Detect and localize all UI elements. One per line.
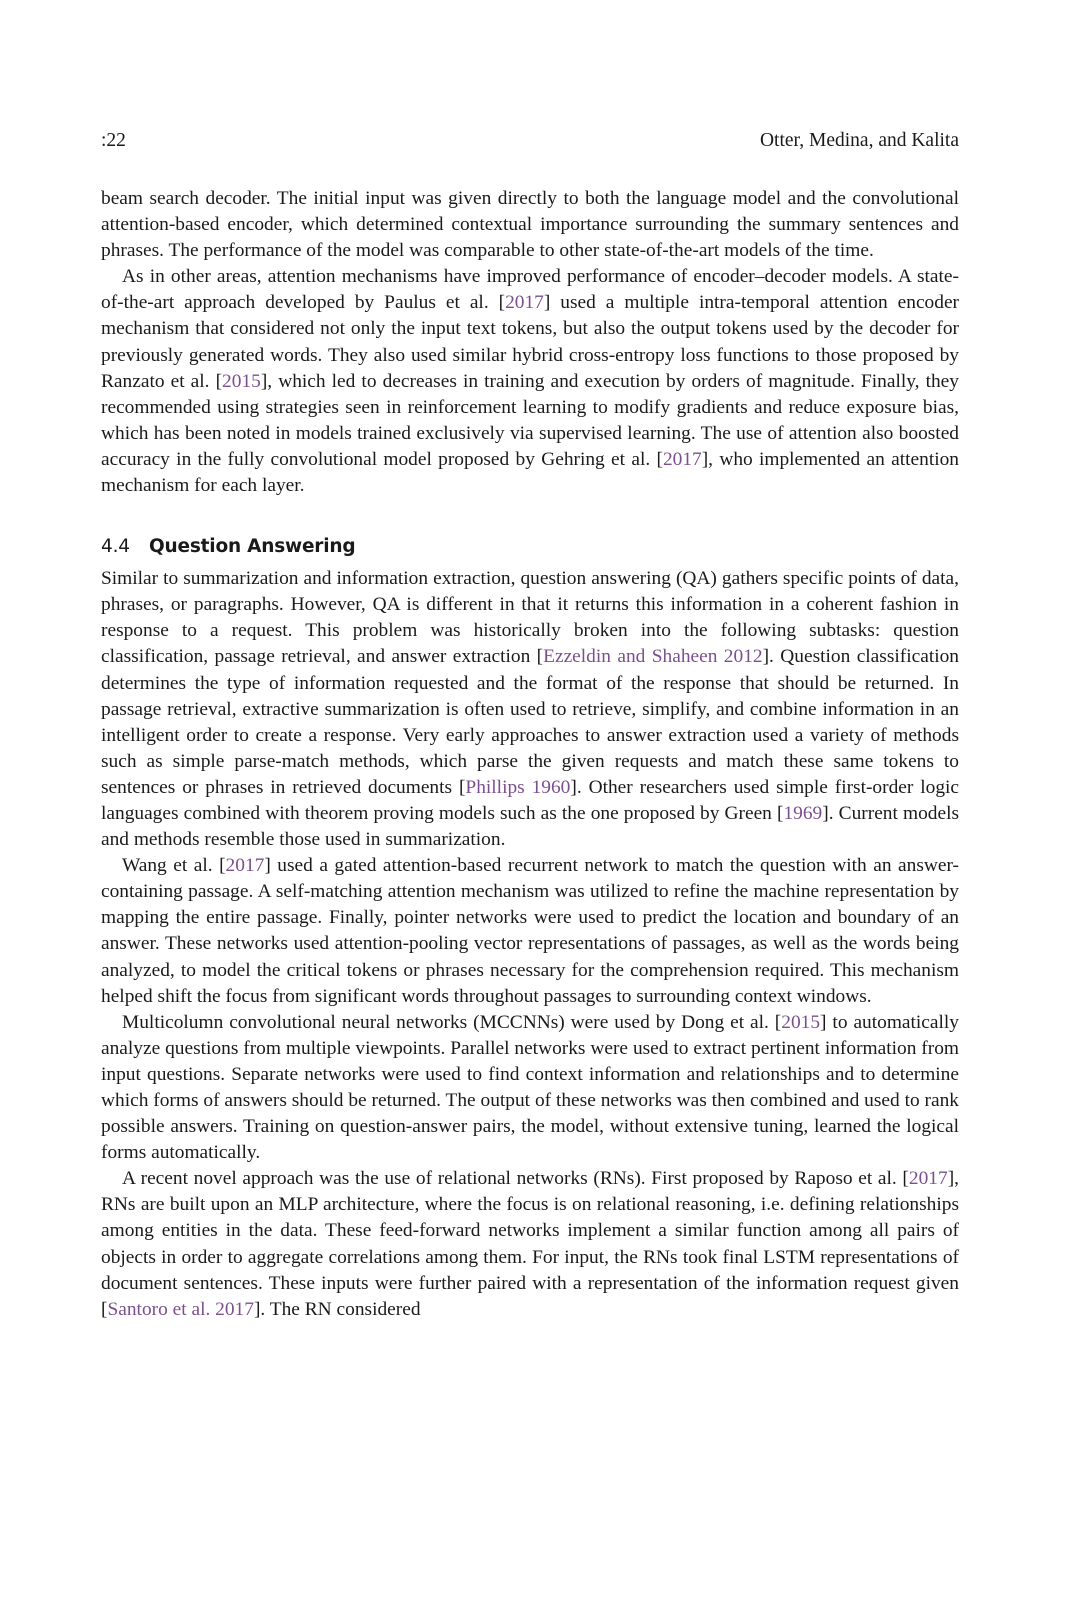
paragraph-text: beam search decoder. The initial input was given directly to both the language model and the convolutional attention-based encoder, which determined contextual importance surrounding the summary sentences and phrases. The performance of the model was comparable to other state-of-the-art models of the time. [101,188,959,262]
citation-link[interactable]: 1969 [783,802,823,824]
citation-link[interactable]: 2015 [781,1011,821,1033]
citation-link[interactable]: 2017 [908,1168,948,1190]
citation-link[interactable]: 2015 [222,370,261,392]
paragraph [101,853,959,1010]
section-title: Question Answering [149,536,356,558]
running-head-authors: Otter, Medina, and Kalita [759,130,959,151]
paragraph-text: Similar to summarization and information extraction, question answering (QA) gathers specific points of data, phrases, or paragraphs. However, QA is different in that it returns this information in a coherent fashion in response to a request. This problem was historically broken into the following subtasks: question classification, passage retrieval, and answer extraction [ [101,568,959,668]
citation-link[interactable]: 2017 [225,855,265,877]
section-heading [101,534,959,560]
citation-link[interactable]: 2017 [505,292,544,314]
paragraph-text: ], which led to decreases in training and execution by orders of magnitude. Finally, they recommended using strategies seen in reinforcement learning to modify gradients and reduce exposure bias, which has been noted in models trained exclusively via supervised learning. The use of attention also boosted accuracy in the fully convolutional model proposed by Gehring et al. [ [101,370,959,470]
paragraph-text: ]. Other researchers used simple first-order logic languages combined with theorem proving models such as the one proposed by Green [ [101,776,960,824]
paragraphs-after-section [101,566,959,1323]
paragraph [101,186,959,264]
paragraph [101,1010,959,1167]
citation-link[interactable]: 2017 [662,448,702,470]
citation-link[interactable]: Ezzeldin and Shaheen 2012 [543,646,763,668]
paragraph-text: ]. Question classification determines the type of information requested and the format of the response that should be returned. In passage retrieval, extractive summarization is often used to retrieve, simplify, and combine information in an intelligent order to create a response. Very early approaches to answer extraction used a variety of methods such as simple parse-match methods, which parse the given requests and match these same tokens to sentences or phrases in retrieved documents [ [101,646,959,798]
paragraph [101,1166,959,1323]
paragraph-text: A recent novel approach was the use of relational networks (RNs). First proposed by Raposo et al. [ [122,1168,909,1190]
paragraph-text: ] used a multiple intra-temporal attention encoder mechanism that considered not only the input text tokens, but also the output tokens used by the decoder for previously generated words. They also used similar hybrid cross-entropy loss functions to those proposed by Ranzato et al. [ [101,292,960,392]
paragraph-text: ], RNs are built upon an MLP architecture, where the focus is on relational reasoning, i.e. defining relationships among entities in the data. These feed-forward networks implement a similar function among all pairs of objects in order to aggregate correlations among them. For input, the RNs took final LSTM representations of document sentences. These inputs were further paired with a representation of the information request given [ [101,1168,959,1320]
body-text [101,186,959,1323]
section-number: 4.4 [101,536,130,558]
citation-link[interactable]: Santoro et al. 2017 [107,1298,254,1320]
paragraph-text: ] to automatically analyze questions from multiple viewpoints. Parallel networks were used to extract pertinent information from input questions. Separate networks were used to find context information and relationships and to determine which forms of answers should be returned. The output of these networks was then combined and used to rank possible answers. Training on question-answer pairs, the model, without extensive tuning, learned the logical forms automatically. [101,1011,959,1164]
paragraph-text: As in other areas, attention mechanisms have improved performance of encoder–decoder models. A state-of-the-art approach developed by Paulus et al. [ [101,266,959,314]
page-header [101,128,959,154]
paragraph-text: Multicolumn convolutional neural networks (MCCNNs) were used by Dong et al. [ [122,1011,782,1033]
paragraph [101,566,959,853]
paragraph-text: ]. Current models and methods resemble those used in summarization. [101,802,960,851]
paragraph [101,264,959,499]
paragraph-text: Wang et al. [ [122,855,226,877]
paragraph-text: ]. The RN considered [253,1298,421,1320]
paragraphs-before-section [101,186,959,499]
page-number: :22 [101,130,126,151]
paragraph-text: ] used a gated attention-based recurrent network to match the question with an answer-containing passage. A self-matching attention mechanism was utilized to refine the machine representation by mapping the entire passage. Finally, pointer networks were used to predict the location and boundary of an answer. These networks used attention-pooling vector representations of passages, as well as the words being analyzed, to model the critical tokens or phrases necessary for the comprehension required. This mechanism helped shift the focus from significant words throughout passages to surrounding context windows. [101,855,959,1007]
paragraph-text: ], who implemented an attention mechanism for each layer. [101,448,959,497]
citation-link[interactable]: Phillips 1960 [465,776,571,798]
